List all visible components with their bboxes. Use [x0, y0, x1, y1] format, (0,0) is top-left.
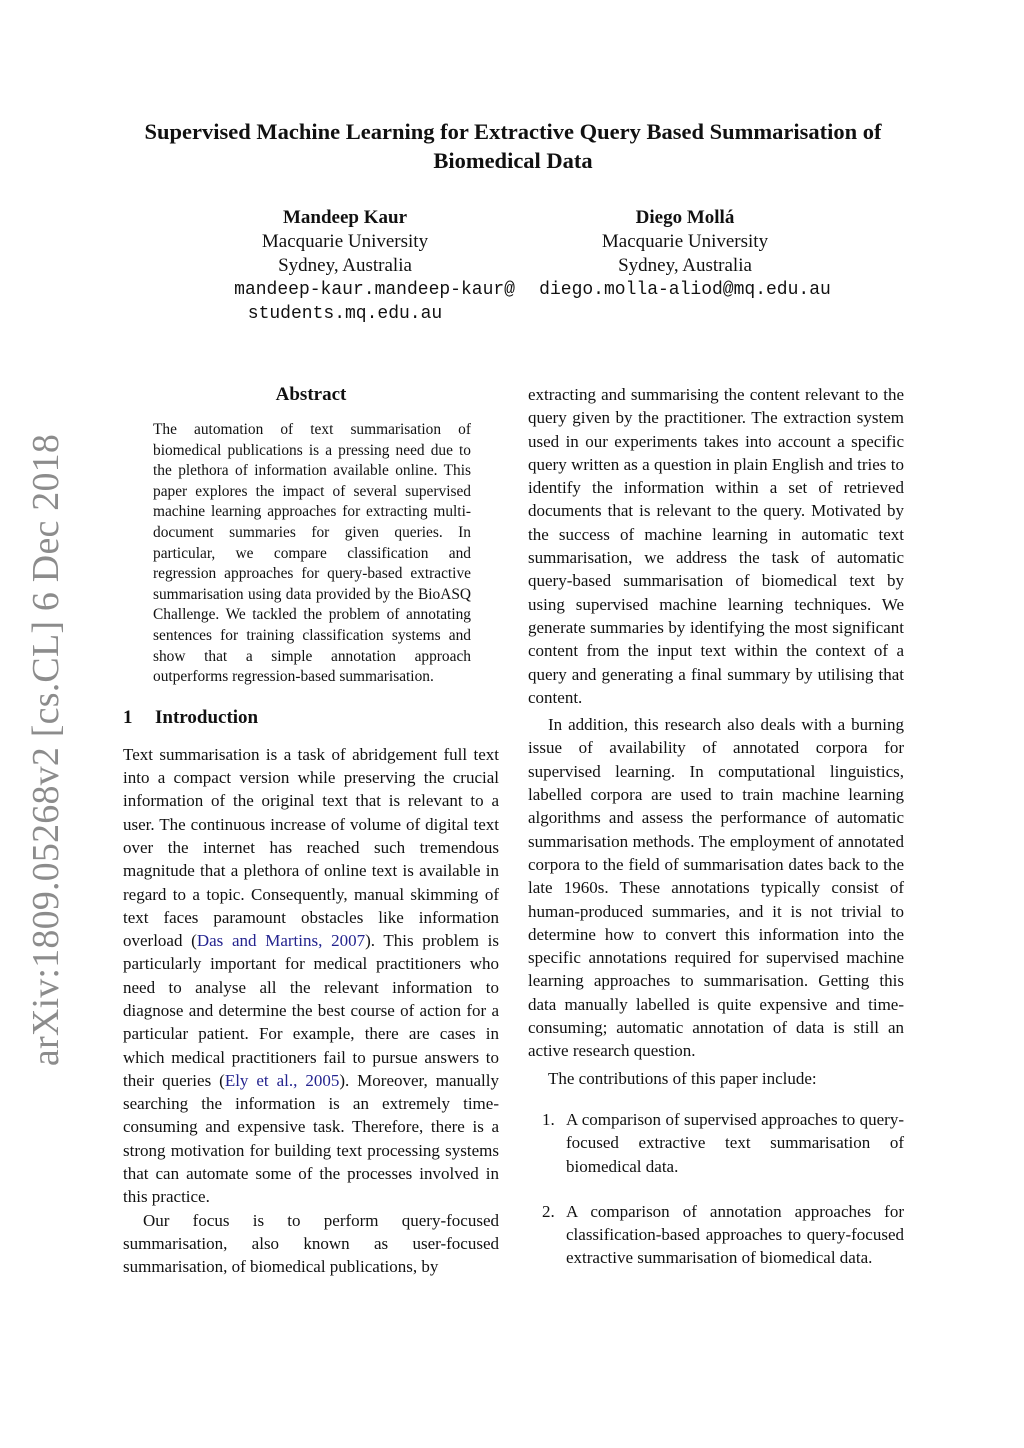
author-affiliation: Macquarie University — [601, 231, 769, 252]
section-heading — [123, 706, 499, 730]
author-block-2 — [515, 206, 855, 302]
citation-link[interactable]: Das and Martins, 2007 — [196, 931, 366, 951]
contributions-list — [528, 1108, 904, 1270]
author-name: Mandeep Kaur — [282, 207, 408, 228]
author-affiliation: Macquarie University — [261, 231, 429, 252]
paragraph-2 — [123, 1209, 499, 1279]
list-item — [528, 1108, 904, 1178]
arxiv-stamp — [22, 433, 70, 1067]
author-location: Sydney, Australia — [618, 255, 752, 276]
paper-title: Supervised Machine Learning for Extractive Query Based Summarisation of Biomedical Data — [144, 119, 882, 173]
arxiv-stamp-text: arXiv:1809.05268v2 [cs.CL] 6 Dec 2018 — [25, 433, 67, 1067]
list-item-text: A comparison of supervised approaches to query-focused extractive text summarisation of biomedical data. — [566, 1109, 904, 1176]
paragraph-text: ). Moreover, manually searching the information is an extremely time-consuming and expensive task. Therefore, there is a strong motivation for building text processing systems that can automate some of the processes involved in this practice. — [123, 1070, 499, 1207]
list-item-text: A comparison of annotation approaches for classification-based approaches to query-focused extractive summarisation of biomedical data. — [566, 1201, 904, 1268]
left-column — [123, 383, 499, 1279]
section-title: Introduction — [155, 706, 259, 728]
paragraph-text: Our focus is to perform query-focused summarisation, also known as user-focused summarisation, of biomedical publications, by — [123, 1210, 499, 1277]
citation-year: 2007 — [331, 931, 366, 951]
author-email-line-1: mandeep-kaur.mandeep-kaur@ — [234, 280, 515, 300]
author-email — [175, 278, 515, 326]
author-block-1 — [175, 206, 515, 326]
citation-year: 2005 — [305, 1070, 340, 1090]
abstract-heading: Abstract — [275, 384, 347, 405]
paragraph-1 — [123, 743, 499, 1209]
citation-authors: Das and Martins — [196, 931, 319, 951]
citation-authors: Ely et al. — [224, 1070, 294, 1090]
author-name: Diego Mollá — [635, 207, 735, 228]
paragraph-2-continued — [528, 383, 904, 709]
author-email: diego.molla-aliod@mq.edu.au — [539, 280, 831, 300]
paragraph-4: The contributions of this paper include: — [548, 1068, 817, 1088]
list-item — [528, 1200, 904, 1270]
abstract-text: The automation of text summarisation of biomedical publications is a pressing need due to the plethora of information available online. This paper explores the impact of several supervised machine learning approaches for extracting multi-document summaries for given queries. In particular, we compare classification and regression approaches for query-based extractive summarisation using data provided by the BioASQ Challenge. We tackled the problem of annotating sentences for training classification systems and show that a simple annotation approach outperforms regression-based summarisation. — [153, 421, 471, 686]
section-number: 1 — [123, 706, 133, 728]
paragraph-text: ). This problem is particularly important for medical practitioners who need to analyse all the relevant information to diagnose and determine the best course of action for a particular patient. For example, there are cases in which medical practitioners fail to pursue answers to their queries ( — [123, 931, 499, 1090]
author-email-line-2: students.mq.edu.au — [247, 304, 443, 324]
list-item-number: 2. — [542, 1201, 555, 1221]
paragraph-text: extracting and summarising the content relevant to the query given by the practitioner. The extraction system used in our experiments takes into account a specific query written as a question in plain English and tries to identify the information within a set of retrieved documents that is relevant to the query. Motivated by the success of machine learning in automatic text summarisation, we address the task of automatic query-based summarisation of biomedical text by using supervised machine learning techniques. We generate summaries by identifying the most significant content from the input text within the context of a query and generating a final summary by utilising that content. — [528, 385, 904, 707]
right-column — [528, 383, 904, 1292]
citation-link[interactable]: Ely et al., 2005 — [224, 1070, 340, 1090]
list-item-number: 1. — [542, 1109, 555, 1129]
paragraph-text: Text summarisation is a task of abridgement full text into a compact version while preserving the crucial information of the original text that is relevant to a user. The continuous increase of volume of digital text over the internet has reached such tremendous magnitude that a plethora of online text is available in regard to a topic. Consequently, manual skimming of text faces paramount obstacles like information overload ( — [123, 744, 499, 951]
paragraph-3: In addition, this research also deals with a burning issue of availability of annotated corpora for supervised learning. In computational linguistics, labelled corpora are used to train machine learning algorithms and assess the performance of automatic summarisation methods. The employment of annotated corpora to the field of summarisation dates back to the late 1960s. These annotations typically consist of human-produced summaries, and it is not trivial to determine how to convert this information into the specific annotations required for supervised machine learning approaches to summarisation. Getting this data manually labelled is quite expensive and time-consuming; automatic annotation of data is still an active research question. — [528, 715, 904, 1061]
author-location: Sydney, Australia — [278, 255, 412, 276]
